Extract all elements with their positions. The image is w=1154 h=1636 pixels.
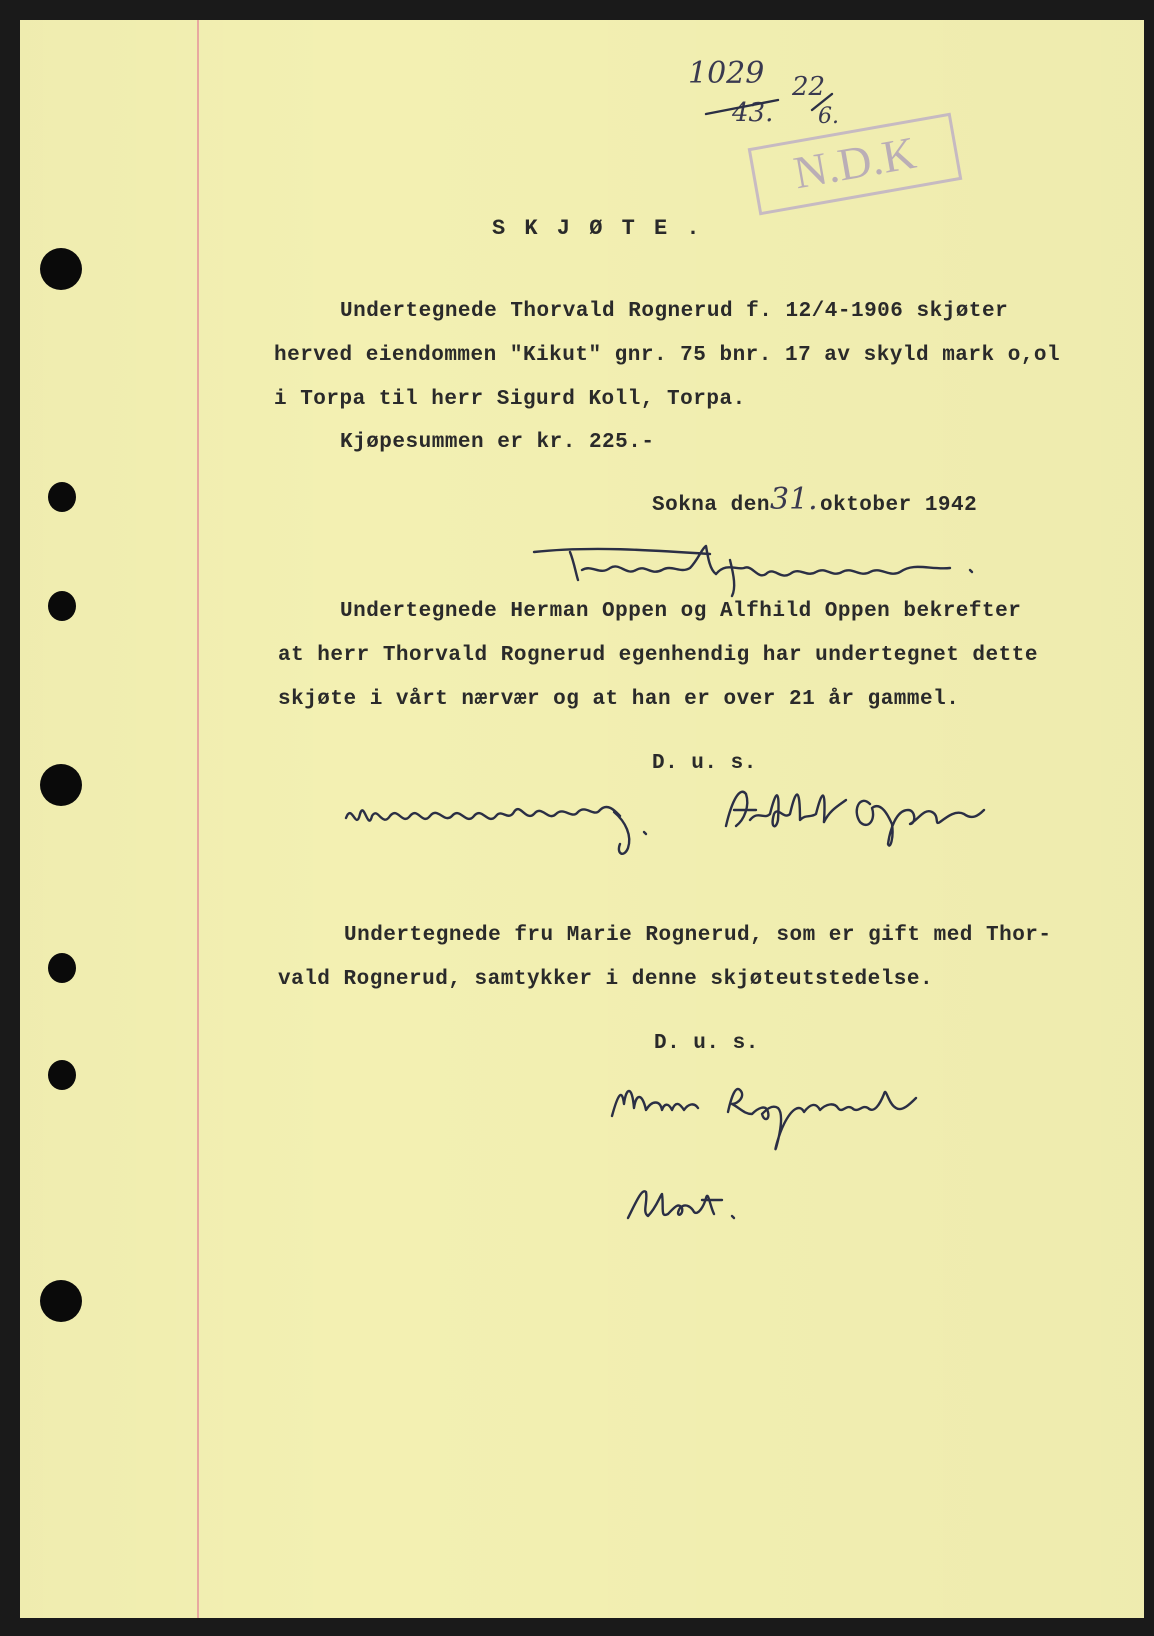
spouse-signature [606, 1074, 926, 1164]
punch-hole [40, 764, 82, 806]
punch-hole [48, 482, 76, 512]
paragraph3-line2: vald Rognerud, samtykker i denne skjøteutstedelse. [278, 968, 934, 991]
archive-ref-date-top: 22 [792, 72, 826, 102]
paragraph1-line3: i Torpa til herr Sigurd Koll, Torpa. [274, 388, 746, 411]
archive-ref-date-bottom: 6. [818, 104, 839, 129]
paragraph1-line1: Undertegnede Thorvald Rognerud f. 12/4-1906 skjøter [340, 300, 1009, 323]
dus-1: D. u. s. [652, 752, 757, 775]
ndk-stamp: N.D.K [748, 113, 963, 216]
paragraph3-line1: Undertegnede fru Marie Rognerud, som er gift med Thor- [344, 924, 1052, 947]
dus-2: D. u. s. [654, 1032, 759, 1055]
seller-signature [530, 540, 990, 600]
date-prefix: Sokna den [652, 494, 770, 517]
archive-ref-year: 43. [732, 98, 774, 128]
margin-line [197, 20, 199, 1618]
price-line: Kjøpesummen er kr. 225.- [340, 431, 655, 454]
archive-ref-number: 1029 [688, 56, 765, 91]
initials-signature [622, 1178, 752, 1228]
witness2-signature [720, 780, 1000, 860]
document-title: S K J Ø T E . [492, 216, 703, 241]
paragraph2-line1: Undertegnede Herman Oppen og Alfhild Oppen bekrefter [340, 600, 1022, 623]
punch-hole [48, 1060, 76, 1090]
punch-hole [48, 591, 76, 621]
date-day: 31. [770, 482, 818, 517]
paragraph2-line2: at herr Thorvald Rognerud egenhendig har undertegnet dette [278, 644, 1038, 667]
document-page [20, 20, 1144, 1618]
witness1-signature [342, 792, 672, 862]
paragraph1-line2: herved eiendommen "Kikut" gnr. 75 bnr. 17 av skyld mark o,ol [274, 344, 1061, 367]
punch-hole [40, 248, 82, 290]
punch-hole [48, 953, 76, 983]
paragraph2-line3: skjøte i vårt nærvær og at han er over 21 år gammel. [278, 688, 960, 711]
date-suffix: oktober 1942 [820, 494, 978, 517]
punch-hole [40, 1280, 82, 1322]
archive-ref-strokes [700, 80, 860, 120]
